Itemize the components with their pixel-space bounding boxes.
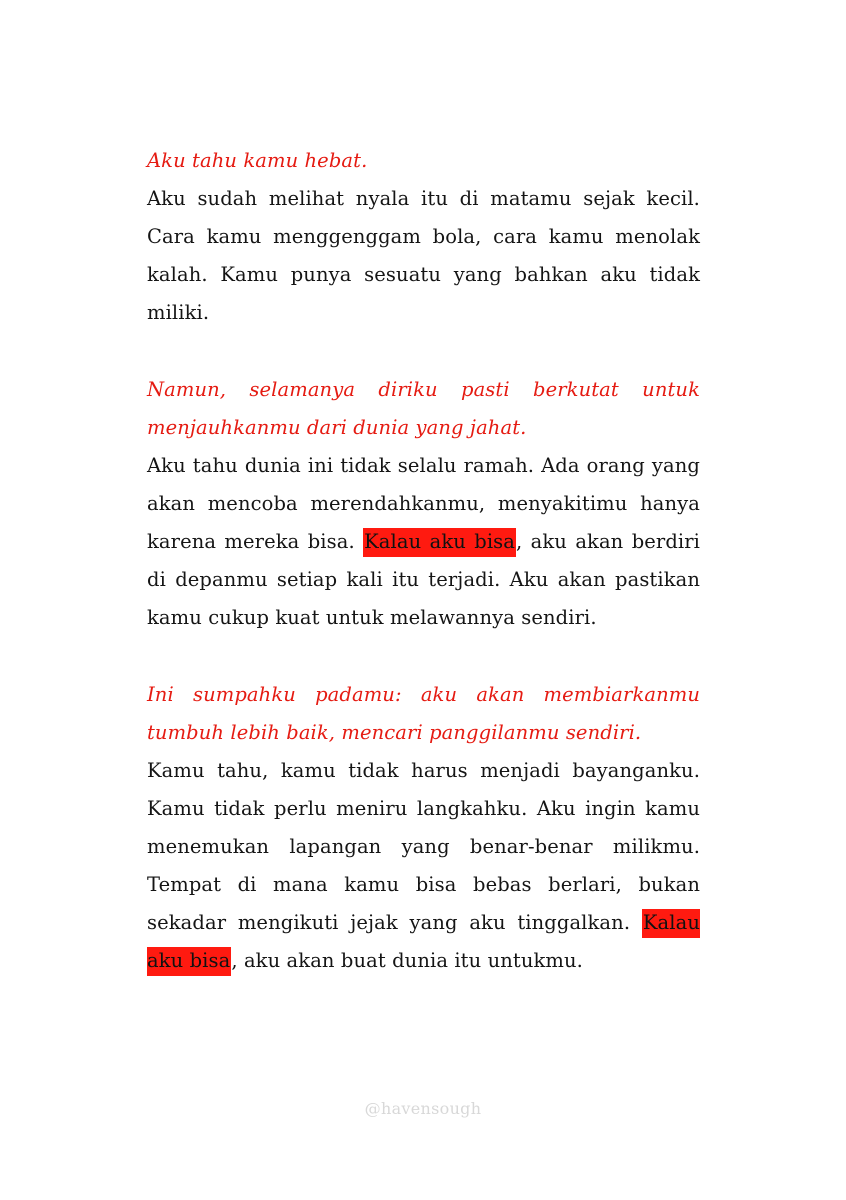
section-2 xyxy=(147,371,700,637)
body-text-before: Kamu tahu, kamu tidak harus menjadi bayanganku. Kamu tidak perlu meniru langkahku. Aku ingin kamu menemukan lapangan yang benar-benar milikmu. Tempat di mana kamu bisa bebas berlari, bukan sekadar mengikuti jejak yang aku tinggalkan. xyxy=(147,759,700,934)
body-text-after: , aku akan berdiri di depanmu setiap kali itu terjadi. Aku akan pastikan kamu cukup kuat untuk melawannya sendiri. xyxy=(147,530,701,629)
section-body xyxy=(147,752,700,980)
section-1 xyxy=(147,142,700,332)
body-text-after: , aku akan buat dunia itu untukmu. xyxy=(231,949,583,972)
section-3 xyxy=(147,676,700,980)
body-text-before: Aku tahu dunia ini tidak selalu ramah. Ada orang yang akan mencoba merendahkanmu, menyakitimu hanya karena mereka bisa. xyxy=(147,454,700,553)
letter-page xyxy=(147,142,700,980)
highlighted-phrase: Kalau aku bisa xyxy=(147,909,700,976)
highlighted-phrase: Kalau aku bisa xyxy=(363,528,516,557)
section-heading: Ini sumpahku padamu: aku akan membiarkanmu tumbuh lebih baik, mencari panggilanmu sendiri. xyxy=(147,683,700,744)
section-heading: Namun, selamanya diriku pasti berkutat untuk menjauhkanmu dari dunia yang jahat. xyxy=(147,378,700,439)
section-body xyxy=(147,447,700,637)
section-heading: Aku tahu kamu hebat. xyxy=(147,149,368,172)
author-watermark: @havensough xyxy=(364,1099,482,1118)
section-body: Aku sudah melihat nyala itu di matamu sejak kecil. Cara kamu menggenggam bola, cara kamu menolak kalah. Kamu punya sesuatu yang bahkan aku tidak miliki. xyxy=(147,187,700,324)
